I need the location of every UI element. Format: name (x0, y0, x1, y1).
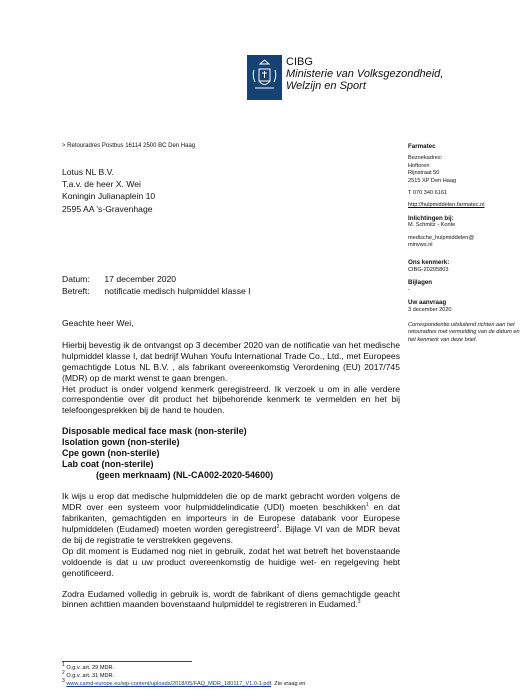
paragraph (62, 589, 400, 611)
recipient-line: T.a.v. de heer X. Wei (62, 179, 141, 190)
visit-label: Bezoekadres: (408, 155, 443, 162)
ministry-line-2: Welzijn en Sport (286, 80, 366, 92)
recipient-address (62, 166, 155, 215)
footnote-number: 3 (62, 678, 65, 685)
phone-number: T 070 340 6161 (408, 190, 448, 197)
rijksoverheid-logo (247, 55, 282, 100)
product-item: Cpe gown (non-sterile) (62, 448, 160, 459)
return-address: > Retouradres Postbus 16114 2500 BC Den Haag (62, 143, 196, 149)
visit-line: Hoftoren (408, 162, 430, 169)
greeting: Geachte heer Wei, (62, 318, 134, 328)
paragraph: Hierbij bevestig ik de ontvangst op 3 december 2020 van de notificatie van het medische hulpmiddel klasse I, dat bedrijf Wuhan Youfu International Trade Co., Ltd., met Europees gemachtigde Lotus NL B.V. , als fabrikant overeenkomstig Verordening (EU) 2017/745 (MDR) op de markt wenst te gaan brengen. (62, 339, 400, 383)
footnote-ref: 2 (276, 524, 280, 531)
contact-name: M. Schmitz - Konte (408, 222, 456, 229)
subject-value: notificatie medisch hulpmiddel klasse I (104, 286, 251, 296)
letter-body (62, 318, 400, 610)
email-line: medische_hulpmiddelen@ (408, 234, 475, 241)
product-item: Isolation gown (non-sterile) (62, 437, 180, 448)
reference-value: CIBG-20205803 (408, 266, 449, 273)
recipient-line: Lotus NL B.V. (62, 167, 114, 177)
text-run: . Bijlage VI van de MDR bevat de bij de registratie te verstrekken gegevens. (62, 523, 401, 545)
recipient-line: 2595 AA 's-Gravenhage (62, 203, 153, 214)
footnote-text: . Zie vraag en (271, 681, 306, 687)
footnote-divider (62, 661, 192, 662)
org-short: CIBG (286, 56, 313, 68)
footnote-number: 2 (62, 670, 65, 677)
date-label: Datum: (62, 274, 90, 284)
footnote (62, 680, 402, 688)
text-run: Ik wijs u erop dat medische hulpmiddelen die op de markt gebracht worden volgens de MDR over een systeem voor hulpmiddelindicatie (UDI) moeten beschikken (62, 491, 400, 513)
footnote (62, 664, 402, 672)
attachments-value: - (408, 286, 410, 293)
info-label: Inlichtingen bij: (408, 214, 454, 222)
footnote-link[interactable]: www.camd-europe.eu/wp-content/uploads/2018/05/FAQ_MDR_180117_V1.0-1.pdf (66, 681, 272, 687)
text-run: Zodra Eudamed volledig in gebruik is, wordt de fabrikant of diens gemachtigde geacht binnen achttien maanden bovenstaand hulpmiddel te registreren in Eudamed. (62, 588, 400, 610)
contact-email[interactable] (408, 235, 526, 250)
visit-line: Rijnstraat 50 (408, 170, 440, 177)
footnote-number: 1 (62, 662, 65, 669)
product-reference: (geen merknaam) (NL-CA002-2020-54600) (96, 470, 274, 481)
product-item: Lab coat (non-sterile) (62, 459, 154, 470)
recipient-line: Koningin Julianaplein 10 (62, 191, 156, 202)
letter-meta (62, 273, 251, 297)
reference-label: Ons kenmerk: (408, 259, 450, 267)
request-date: 3 december 2020 (408, 306, 452, 313)
sidebar-info (408, 143, 526, 349)
visit-address (408, 155, 526, 185)
date-value: 17 december 2020 (104, 274, 177, 284)
paragraph (62, 491, 400, 546)
subject-label: Betreft: (62, 286, 90, 296)
paragraph: Op dit moment is Eudamed nog niet in gebruik, zodat het wat betreft het bovenstaande voldoende is dat u uw product overeenkomstig de huidige wet- en regelgeving hebt genotificeerd. (62, 545, 400, 578)
footnote (62, 672, 402, 680)
website-link[interactable]: http://hulpmiddelen.farmatec.nl (408, 202, 485, 209)
visit-line: 2515 XP Den Haag (408, 177, 457, 184)
ministry-name (286, 56, 443, 92)
footnote-text: O.g.v. art. 31 MDR. (66, 673, 115, 679)
paragraph: Het product is onder volgend kenmerk geregistreerd. Ik verzoek u om in alle verdere correspondentie over dit product het bijbehorende kenmerk te vermelden en het bij telefoongesprekken bij de hand te houden. (62, 383, 400, 416)
coat-of-arms-icon (250, 58, 279, 96)
ministry-line-1: Ministerie van Volksgezondheid, (286, 68, 444, 80)
product-item: Disposable medical face mask (non-sterile) (62, 426, 247, 437)
contact-info (408, 215, 526, 230)
email-line: minvws.nl (408, 242, 433, 249)
footnote-ref: 1 (365, 502, 369, 509)
footnote-ref: 3 (357, 599, 361, 606)
footnote-text: O.g.v. art. 29 MDR. (66, 665, 115, 671)
correspondence-note: Correspondentie uitsluitend richten aan het retouradres met vermelding van de datum en het kenmerk van deze brief. (408, 321, 520, 343)
product-list (62, 426, 400, 481)
department-name: Farmatec (408, 143, 436, 150)
text-run: en dat fabrikanten, gemachtigden en importeurs in de Europese databank voor Europese hulpmiddelen (Eudamed) moeten worden geregistreerd (62, 502, 400, 534)
attachments-label: Bijlagen (408, 279, 433, 287)
request-label: Uw aanvraag (408, 299, 447, 307)
footnotes (62, 664, 402, 688)
